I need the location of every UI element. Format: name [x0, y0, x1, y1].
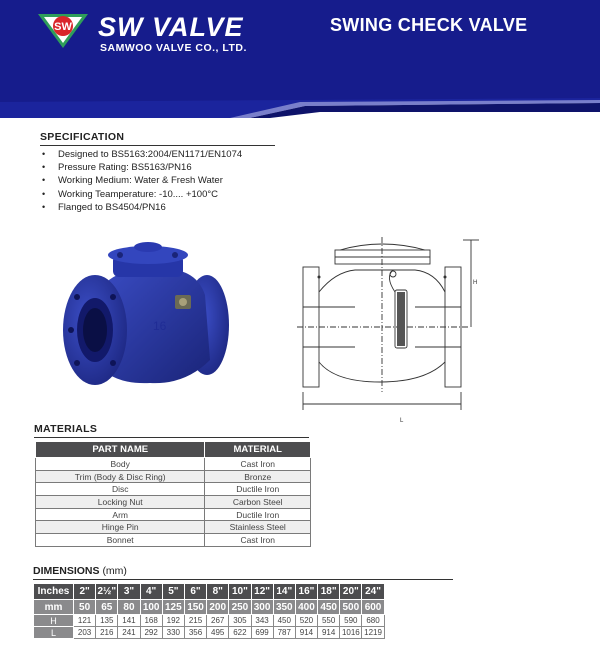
dimension-cell: 305 [229, 615, 251, 627]
dimension-cell: 241 [118, 627, 140, 639]
dimension-cell: 12" [251, 584, 273, 600]
dimension-h-label: H [473, 280, 478, 286]
dimension-cell: 300 [251, 600, 273, 615]
dimension-cell: 100 [140, 600, 162, 615]
table-row [36, 508, 311, 521]
materials-table [35, 441, 311, 547]
mm-row [34, 600, 385, 615]
logo-text: SW [54, 21, 72, 33]
material-cell: Carbon Steel [205, 496, 311, 509]
dimension-cell: 203 [74, 627, 96, 639]
part-name-cell: Hinge Pin [36, 521, 205, 534]
brand-name: SW VALVE [98, 12, 244, 42]
dimension-cell: 125 [162, 600, 184, 615]
dimension-cell: 400 [295, 600, 317, 615]
row-label: mm [34, 600, 74, 615]
dimension-cell: 121 [74, 615, 96, 627]
dimension-cell: 1219 [362, 627, 384, 639]
dimension-cell: 600 [362, 600, 384, 615]
dimension-cell: 200 [207, 600, 229, 615]
table-row [36, 470, 311, 483]
dimension-cell: 520 [295, 615, 317, 627]
dimension-cell: 250 [229, 600, 251, 615]
dimension-cell: 18" [318, 584, 340, 600]
valve-photo [55, 225, 245, 410]
dimension-cell: 699 [251, 627, 273, 639]
dimension-cell: 356 [184, 627, 206, 639]
spec-item: • Flanged to BS4504/PN16 [42, 201, 242, 214]
table-row [36, 458, 311, 471]
dimension-cell: 20" [340, 584, 362, 600]
dimension-cell: 500 [340, 600, 362, 615]
spec-item: • Pressure Rating: BS5163/PN16 [42, 161, 242, 174]
part-name-cell: Disc [36, 483, 205, 496]
dimension-cell: 343 [251, 615, 273, 627]
dimension-cell: 267 [207, 615, 229, 627]
dimensions-unit: (mm) [102, 565, 127, 577]
dimension-cell: 14" [273, 584, 295, 600]
company-name: SAMWOO VALVE CO., LTD. [100, 42, 247, 54]
length-row [34, 627, 385, 639]
header-banner [0, 0, 600, 118]
dimension-cell: 495 [207, 627, 229, 639]
column-header-part-name: PART NAME [36, 442, 205, 458]
dimension-cell: 914 [295, 627, 317, 639]
dimension-cell: 215 [184, 615, 206, 627]
material-cell: Cast Iron [205, 458, 311, 471]
dimension-cell: 6" [184, 584, 206, 600]
table-row [36, 521, 311, 534]
dimension-cell: 550 [318, 615, 340, 627]
dimension-cell: 141 [118, 615, 140, 627]
dimensions-heading [33, 565, 453, 580]
dimension-cell: 80 [118, 600, 140, 615]
dimension-cell: 330 [162, 627, 184, 639]
dimensions-title: DIMENSIONS [33, 565, 100, 577]
dimension-cell: 168 [140, 615, 162, 627]
dimension-cell: 24" [362, 584, 384, 600]
dimension-cell: 292 [140, 627, 162, 639]
spec-item: • Working Teamperature: -10.... +100°C [42, 188, 242, 201]
page-title: SWING CHECK VALVE [330, 15, 528, 35]
specification-list [42, 148, 242, 214]
dimension-cell: 350 [273, 600, 295, 615]
company-logo [36, 12, 90, 50]
height-row [34, 615, 385, 627]
column-header-material: MATERIAL [205, 442, 311, 458]
row-label: L [34, 627, 74, 639]
row-label: H [34, 615, 74, 627]
dimension-cell: 150 [184, 600, 206, 615]
part-name-cell: Arm [36, 508, 205, 521]
dimension-cell: 622 [229, 627, 251, 639]
dimension-cell: 16" [295, 584, 317, 600]
dimension-cell: 10" [229, 584, 251, 600]
materials-heading: MATERIALS [34, 423, 309, 438]
table-row [36, 483, 311, 496]
dimension-cell: 680 [362, 615, 384, 627]
dimension-cell: 3" [118, 584, 140, 600]
dimension-cell: 1016 [340, 627, 362, 639]
part-name-cell: Trim (Body & Disc Ring) [36, 470, 205, 483]
dimension-cell: 65 [96, 600, 118, 615]
dimension-cell: 914 [318, 627, 340, 639]
dimension-cell: 590 [340, 615, 362, 627]
row-label: Inches [34, 584, 74, 600]
dimension-cell: 787 [273, 627, 295, 639]
inches-row [34, 584, 385, 600]
dimension-cell: 450 [318, 600, 340, 615]
part-name-cell: Body [36, 458, 205, 471]
dimension-cell: 192 [162, 615, 184, 627]
table-row [36, 496, 311, 509]
dimension-cell: 4" [140, 584, 162, 600]
dimension-cell: 135 [96, 615, 118, 627]
dimension-cell: 50 [74, 600, 96, 615]
materials-header-row [36, 442, 311, 458]
dimensions-table [33, 583, 385, 639]
specification-heading: SPECIFICATION [40, 131, 275, 146]
material-cell: Ductile Iron [205, 508, 311, 521]
material-cell: Bronze [205, 470, 311, 483]
dimension-cell: 450 [273, 615, 295, 627]
dimension-cell: 216 [96, 627, 118, 639]
part-name-cell: Locking Nut [36, 496, 205, 509]
valve-drawing [295, 232, 495, 427]
svg-text:16: 16 [153, 319, 167, 333]
spec-item: • Working Medium: Water & Fresh Water [42, 174, 242, 187]
part-name-cell: Bonnet [36, 534, 205, 547]
material-cell: Ductile Iron [205, 483, 311, 496]
dimension-l-label: L [400, 418, 404, 424]
dimension-cell: 8" [207, 584, 229, 600]
material-cell: Stainless Steel [205, 521, 311, 534]
material-cell: Cast Iron [205, 534, 311, 547]
dimension-cell: 2½" [96, 584, 118, 600]
dimension-cell: 5" [162, 584, 184, 600]
dimension-cell: 2" [74, 584, 96, 600]
spec-item: • Designed to BS5163:2004/EN1171/EN1074 [42, 148, 242, 161]
table-row [36, 534, 311, 547]
